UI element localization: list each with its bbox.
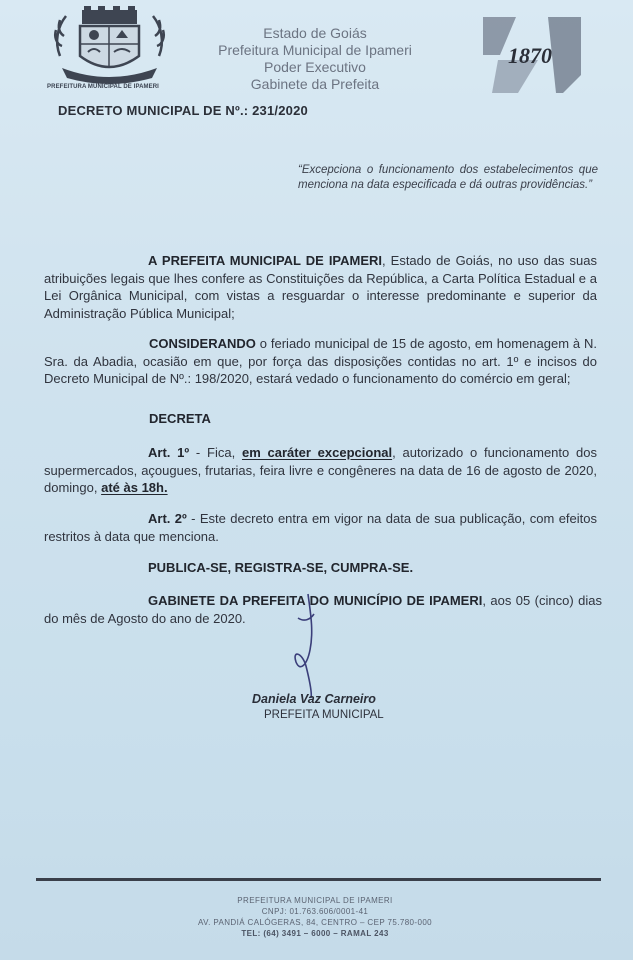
footer-address: AV. PANDIÁ CALÓGERAS, 84, CENTRO – CEP 75.780-000 bbox=[197, 918, 433, 927]
header-state: Estado de Goiás bbox=[263, 25, 367, 41]
preamble-paragraph bbox=[44, 252, 597, 322]
decreta-heading: DECRETA bbox=[149, 411, 211, 426]
closing-text: , aos 05 (cinco) dias do mês de Agosto do ano de 2020. bbox=[44, 593, 602, 626]
article-1-time: até às 18h. bbox=[101, 480, 168, 495]
article-1-text-a: - Fica, bbox=[189, 445, 242, 460]
decree-ementa: “Excepciona o funcionamento dos estabelecimentos que menciona na data especificada e dá outras providências.” bbox=[298, 164, 598, 191]
signer-name: Daniela Vaz Carneiro bbox=[252, 692, 376, 706]
seal-year: 1870 bbox=[508, 43, 552, 68]
considerando-text: o feriado municipal de 15 de agosto, em homenagem à N. Sra. da Abadia, ocasião em que, por força das disposições contidas no art. 1º e incisos do Decreto Municipal de Nº.: 198/2020, estará vedado o funcionamento do comércio em geral; bbox=[44, 336, 597, 386]
decree-title: DECRETO MUNICIPAL DE Nº.: 231/2020 bbox=[58, 103, 308, 118]
considerando-label: CONSIDERANDO bbox=[149, 336, 256, 351]
article-1 bbox=[44, 444, 597, 497]
article-2 bbox=[44, 510, 597, 545]
article-1-text-b: , autorizado o funcionamento dos supermercados, açougues, frutarias, feira livre e congêneres na data de 16 de agosto de 2020, domingo, bbox=[44, 445, 597, 495]
closing-subject: GABINETE DA PREFEITA DO MUNICÍPIO DE IPAMERI bbox=[148, 593, 483, 608]
footer-institution: PREFEITURA MUNICIPAL DE IPAMERI bbox=[237, 896, 393, 905]
footer-divider bbox=[36, 878, 601, 881]
footer-phone: TEL: (64) 3491 – 6000 – RAMAL 243 bbox=[241, 929, 389, 938]
footer-cnpj: CNPJ: 01.763.606/0001-41 bbox=[261, 907, 369, 916]
considerando-paragraph bbox=[44, 335, 597, 388]
preamble-text: , Estado de Goiás, no uso das suas atribuições legais que lhes confere as Constituições da República, a Carta Política Estadual e a Lei Orgânica Municipal, com vistas a resguardar o interesse predominante e superior da Administração Pública Municipal; bbox=[44, 253, 597, 321]
header-poder: Poder Executivo bbox=[264, 59, 366, 75]
header-gabinete: Gabinete da Prefeita bbox=[250, 76, 380, 92]
crest-label: PREFEITURA MUNICIPAL DE IPAMERI bbox=[47, 84, 159, 90]
seal-1870-logo bbox=[478, 15, 583, 95]
signer-role: PREFEITA MUNICIPAL bbox=[264, 709, 384, 721]
municipal-crest-logo bbox=[52, 6, 167, 84]
article-2-label: Art. 2º bbox=[148, 511, 187, 526]
article-1-emphasis: em caráter excepcional bbox=[241, 445, 393, 460]
article-2-text: - Este decreto entra em vigor na data de sua publicação, com efeitos restritos à data que menciona. bbox=[44, 511, 597, 544]
publica-line: PUBLICA-SE, REGISTRA-SE, CUMPRA-SE. bbox=[148, 560, 414, 575]
header-prefeitura: Prefeitura Municipal de Ipameri bbox=[218, 42, 412, 58]
article-1-label: Art. 1º bbox=[148, 445, 190, 460]
handwritten-signature bbox=[280, 590, 340, 700]
preamble-subject: A PREFEITA MUNICIPAL DE IPAMERI bbox=[148, 253, 383, 268]
